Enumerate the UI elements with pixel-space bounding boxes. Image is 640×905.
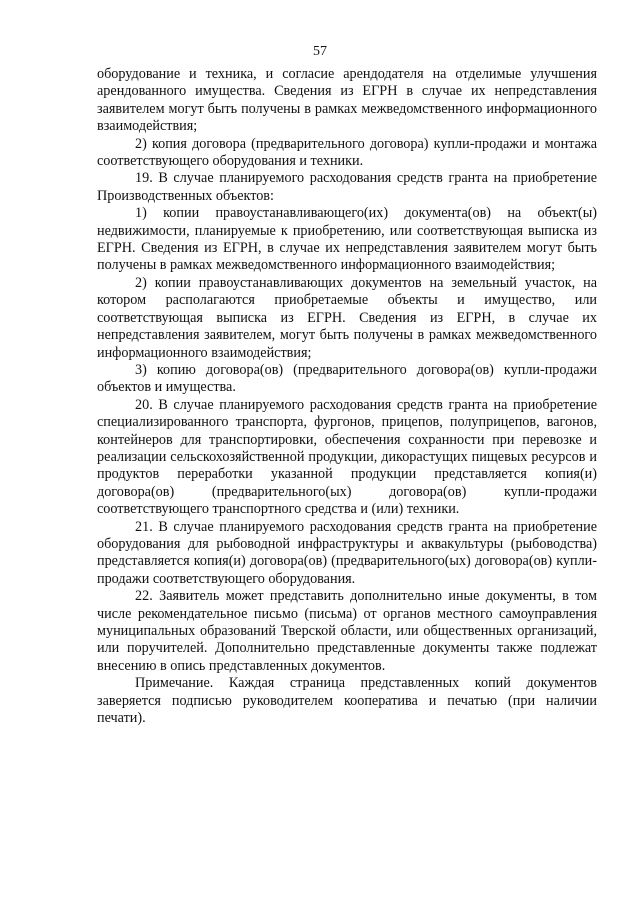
paragraph-item-2-equipment-contract: 2) копия договора (предварительного договора) купли-продажи и монтажа соответствующего оборудования и техники. <box>97 135 597 170</box>
note-paragraph: Примечание. Каждая страница представленных копий документов заверяется подписью руководителем кооператива и печатью (при наличии печати). <box>97 675 597 727</box>
document-body <box>97 66 597 727</box>
paragraph-19-item-3: 3) копию договора(ов) (предварительного договора(ов) купли-продажи объектов и имущества. <box>97 361 597 396</box>
paragraph-22: 22. Заявитель может представить дополнительно иные документы, в том числе рекомендательное письмо (письма) от органов местного самоуправления муниципальных образований Тверской области, или общественных организаций, или поручителей. Дополнительно представленные документы также подлежат внесению в опись представленных документов. <box>97 588 597 674</box>
paragraph-19-item-2: 2) копии правоустанавливающих документов на земельный участок, на котором располагаются приобретаемые объекты и имущество, или соответствующая выписка из ЕГРН. Сведения из ЕГРН, в случае их непредставления заявителем, могут быть получены в рамках межведомственного информационного взаимодействия; <box>97 274 597 361</box>
paragraph-20: 20. В случае планируемого расходования средств гранта на приобретение специализированного транспорта, фургонов, прицепов, полуприцепов, вагонов, контейнеров для транспортировки, обеспечения сохранности при перевозке и реализации сельскохозяйственной продукции, дикорастущих пищевых ресурсов и продуктов переработки указанной продукции представляется копия(и) договора(ов) (предварительного(ых) договора(ов) купли-продажи соответствующего транспортного средства и (или) техники. <box>97 396 597 518</box>
paragraph-continuation: оборудование и техника, и согласие арендодателя на отделимые улучшения арендованного имущества. Сведения из ЕГРН в случае их непредставления заявителем могут быть получены в рамках межведомственного информационного взаимодействия; <box>97 66 597 135</box>
paragraph-19: 19. В случае планируемого расходования средств гранта на приобретение Производственных объектов: <box>97 170 597 204</box>
page-number: 57 <box>313 44 327 59</box>
paragraph-19-item-1: 1) копии правоустанавливающего(их) документа(ов) на объект(ы) недвижимости, планируемые к приобретению, или соответствующая выписка из ЕГРН. Сведения из ЕГРН, в случае их непредставления заявителем могут быть получены в рамках межведомственного информационного взаимодействия; <box>97 205 597 274</box>
paragraph-21: 21. В случае планируемого расходования средств гранта на приобретение оборудования для рыбоводной инфраструктуры и аквакультуры (рыбоводства) представляется копия(и) договора(ов) (предварительного(ых) договора(ов) купли-продажи соответствующего оборудования. <box>97 518 597 587</box>
